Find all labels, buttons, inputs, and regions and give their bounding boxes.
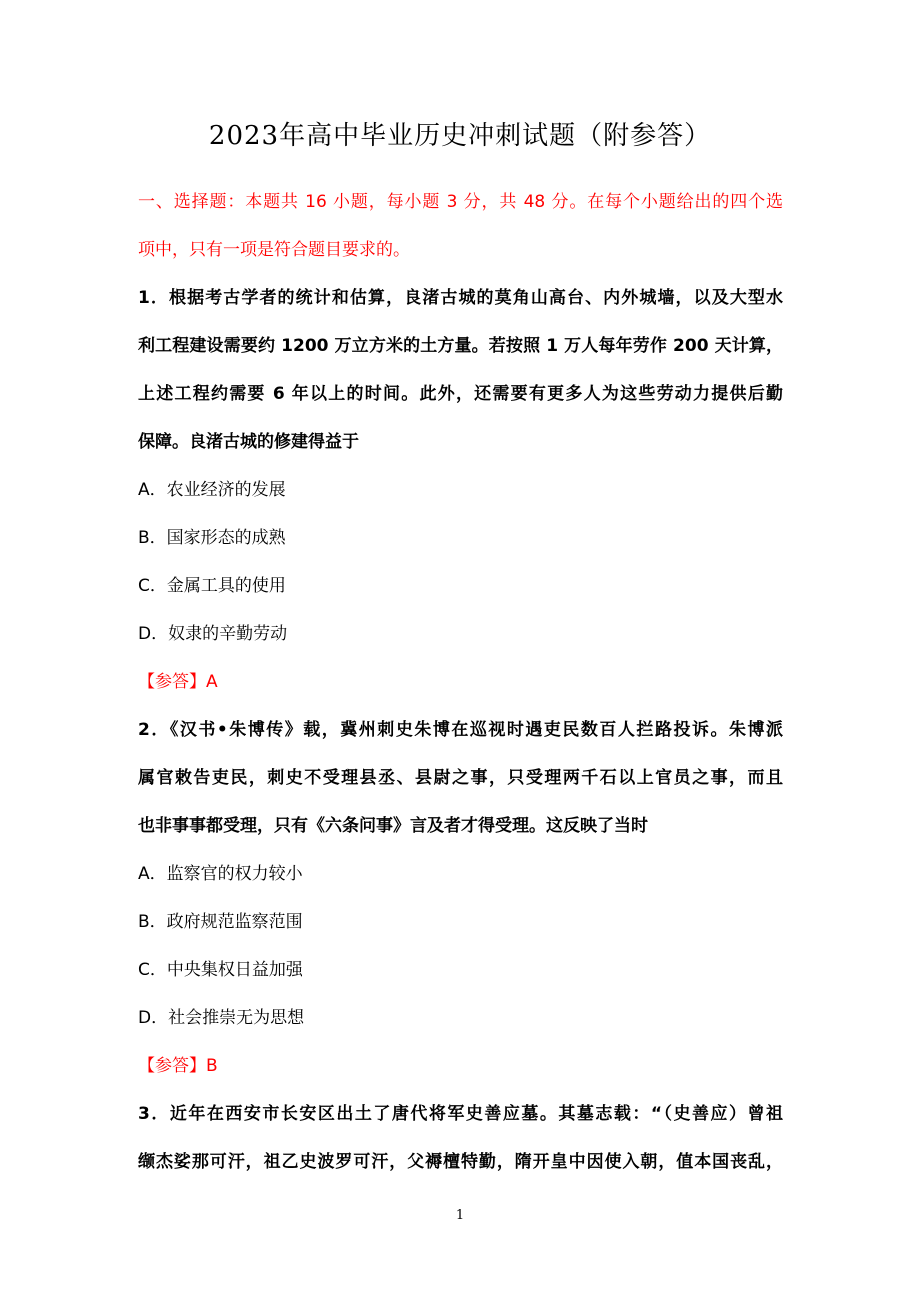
question-2-option-a: A．监察官的权力较小 (138, 864, 303, 884)
question-3-stem-line-2: 缬杰娑那可汗，祖乙史波罗可汗，父褥檀特勤，隋开皇中因使入朝，值本国丧乱， (138, 1152, 783, 1172)
question-3-stem-line-1: 3．近年在西安市长安区出土了唐代将军史善应墓。其墓志载：“（史善应）曾祖 (138, 1104, 783, 1124)
question-1-option-b: B．国家形态的成熟 (138, 528, 286, 548)
question-1-stem-line-4: 保障。良渚古城的修建得益于 (138, 432, 359, 452)
question-2-option-d: D．社会推崇无为思想 (138, 1008, 305, 1028)
question-2 (138, 706, 783, 1090)
question-1-option-a: A．农业经济的发展 (138, 480, 286, 500)
question-2-stem-line-1: 2．《汉书•朱博传》载，冀州刺史朱博在巡视时遇吏民数百人拦路投诉。朱博派 (138, 720, 783, 740)
question-2-option-b: B．政府规范监察范围 (138, 912, 303, 932)
document-title: 2023年高中毕业历史冲刺试题（附参答） (208, 121, 712, 151)
question-2-stem-line-2: 属官敕告吏民，刺史不受理县丞、县尉之事，只受理两千石以上官员之事，而且 (138, 768, 783, 788)
question-1-stem-line-2: 利工程建设需要约 1200 万立方米的土方量。若按照 1 万人每年劳作 200 天计算， (138, 336, 783, 356)
document-content (138, 178, 783, 1186)
question-1 (138, 274, 783, 706)
page-number: 1 (455, 1208, 465, 1223)
question-2-option-c: C．中央集权日益加强 (138, 960, 303, 980)
question-1-stem-line-3: 上述工程约需要 6 年以上的时间。此外，还需要有更多人为这些劳动力提供后勤 (138, 384, 783, 404)
question-1-answer: 【参答】A (138, 672, 218, 692)
question-1-option-c: C．金属工具的使用 (138, 576, 286, 596)
section-header-line-1: 一、选择题：本题共 16 小题，每小题 3 分，共 48 分。在每个小题给出的四个选 (138, 192, 783, 212)
section-header-line-2: 项中，只有一项是符合题目要求的。 (138, 240, 410, 260)
question-2-stem-line-3: 也非事事都受理，只有《六条问事》言及者才得受理。这反映了当时 (138, 816, 648, 836)
question-3 (138, 1090, 783, 1186)
question-2-answer: 【参答】B (138, 1056, 218, 1076)
question-1-stem-line-1: 1．根据考古学者的统计和估算，良渚古城的莫角山高台、内外城墙，以及大型水 (138, 288, 783, 308)
question-1-option-d: D．奴隶的辛勤劳动 (138, 624, 288, 644)
